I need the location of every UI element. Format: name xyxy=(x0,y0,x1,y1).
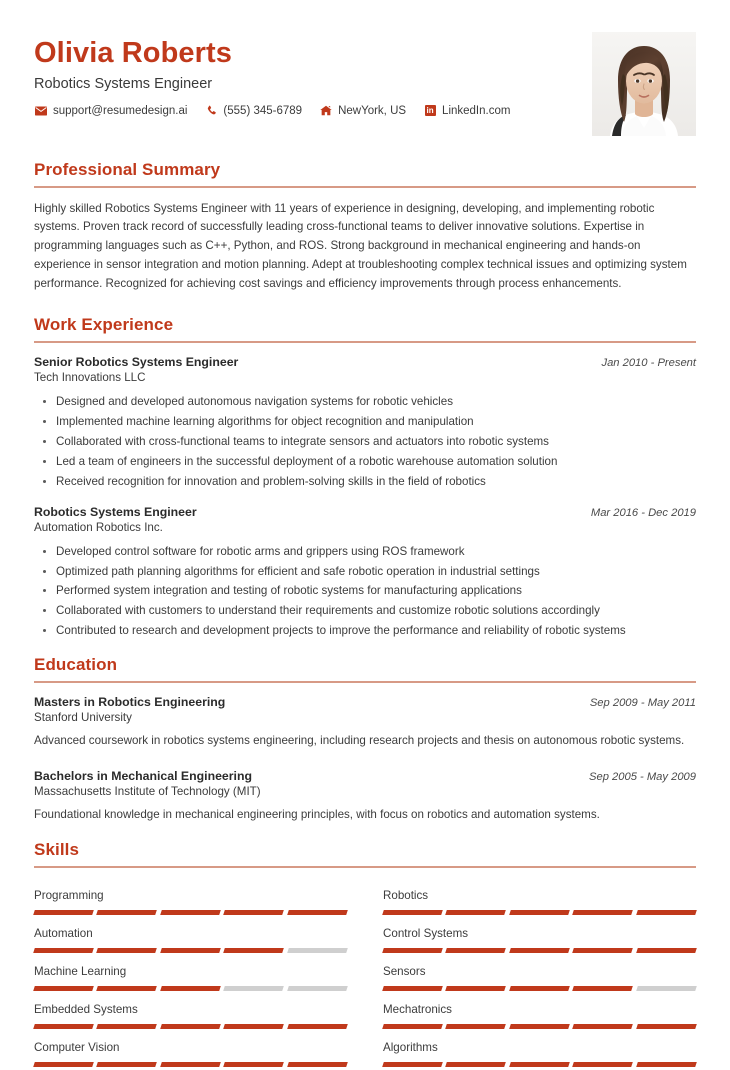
skill-level-segment xyxy=(97,948,158,953)
phone-icon xyxy=(204,104,218,117)
skill-level-segment xyxy=(572,1062,633,1067)
skill-level-segment xyxy=(223,1062,284,1067)
contact-email[interactable] xyxy=(34,104,187,117)
experience-entry xyxy=(34,505,696,642)
skill-level-segment xyxy=(509,1062,570,1067)
profile-photo-illustration xyxy=(592,32,696,136)
section-divider xyxy=(34,866,696,868)
header-text-block xyxy=(34,30,592,117)
degree-description: Foundational knowledge in mechanical engineering principles, with focus on robotics and automation systems. xyxy=(34,807,600,821)
avatar xyxy=(592,32,696,136)
experience-entry-header xyxy=(34,505,696,519)
contact-linkedin-label: LinkedIn.com xyxy=(442,104,511,117)
skill-label: Automation xyxy=(34,926,93,940)
skill-level-segment xyxy=(33,1062,94,1067)
degree-dates: Sep 2009 - May 2011 xyxy=(589,696,696,709)
skill-level-segment xyxy=(636,1024,697,1029)
skill-level-segment xyxy=(509,948,570,953)
skill-level-segment xyxy=(446,910,507,915)
skill-label: Computer Vision xyxy=(34,1040,120,1054)
skill-row xyxy=(383,956,696,994)
job-dates: Mar 2016 - Dec 2019 xyxy=(590,506,696,519)
candidate-title: Robotics Systems Engineer xyxy=(34,76,213,93)
skill-level-segment xyxy=(446,948,507,953)
skill-level-segment xyxy=(223,986,284,991)
section-heading-experience: Work Experience xyxy=(34,315,174,335)
skill-label: Sensors xyxy=(383,964,426,978)
skill-level-segment xyxy=(160,1024,221,1029)
skill-level-segment xyxy=(287,910,348,915)
skill-level-segment xyxy=(160,1062,221,1067)
skill-level-segment xyxy=(636,986,697,991)
skill-level-segment xyxy=(509,1024,570,1029)
list-item: Led a team of engineers in the successful deployment of a robotic warehouse automation solution xyxy=(34,452,696,472)
experience-entry-header xyxy=(34,355,696,369)
contact-location xyxy=(319,104,406,117)
list-item: Optimized path planning algorithms for efficient and safe robotic operation in industrial settings xyxy=(34,562,696,582)
skill-level-segment xyxy=(33,986,94,991)
contact-row xyxy=(34,104,592,117)
section-education xyxy=(34,655,696,824)
skill-level-bar xyxy=(383,948,696,953)
skill-level-bar xyxy=(383,910,696,915)
skill-level-segment xyxy=(636,910,697,915)
school-name: Stanford University xyxy=(34,710,132,724)
list-item: Contributed to research and development projects to improve the performance and reliability of robotic systems xyxy=(34,621,696,641)
job-bullet-list xyxy=(34,542,696,642)
skill-level-segment xyxy=(33,910,94,915)
list-item: Received recognition for innovation and problem-solving skills in the field of robotics xyxy=(34,472,696,492)
skill-level-segment xyxy=(572,910,633,915)
skill-level-bar xyxy=(383,1024,696,1029)
skill-level-segment xyxy=(572,948,633,953)
section-heading-education: Education xyxy=(34,655,118,675)
section-heading-summary: Professional Summary xyxy=(34,160,221,179)
skill-level-segment xyxy=(160,948,221,953)
skill-level-segment xyxy=(382,1024,443,1029)
skill-label: Robotics xyxy=(383,888,429,902)
skill-row xyxy=(383,880,696,918)
skill-level-segment xyxy=(287,1062,348,1067)
skill-level-segment xyxy=(509,910,570,915)
summary-paragraph: Highly skilled Robotics Systems Engineer with 11 years of experience in designing, developing, and implementing robotic systems. Proven track record of successfully leading cross-functional teams to deliver innovative solutions. Expertise in programming languages such as C++, Python, and ROS. Strong background in mechanical engineering and hands-on experience in sensor integration and motion planning. Adept at troubleshooting complex technical issues and optimizing system performance. Recognized for achieving cost savings and efficiency improvements through process enhancements. xyxy=(34,201,687,290)
job-dates: Jan 2010 - Present xyxy=(601,356,696,369)
skill-level-segment xyxy=(572,986,633,991)
company-name: Tech Innovations LLC xyxy=(34,370,146,384)
list-item: Implemented machine learning algorithms for object recognition and manipulation xyxy=(34,412,696,432)
education-entry-header xyxy=(34,769,696,783)
degree-title: Masters in Robotics Engineering xyxy=(34,694,226,709)
skill-row xyxy=(383,994,696,1032)
section-work-experience xyxy=(34,315,696,641)
job-title: Robotics Systems Engineer xyxy=(34,504,197,519)
job-title: Senior Robotics Systems Engineer xyxy=(34,354,239,369)
section-heading-skills: Skills xyxy=(34,840,80,860)
skill-level-bar xyxy=(34,910,347,915)
skill-level-segment xyxy=(382,986,443,991)
skill-label: Machine Learning xyxy=(34,964,127,978)
skill-level-segment xyxy=(287,1024,348,1029)
skill-level-segment xyxy=(97,910,158,915)
skill-level-segment xyxy=(97,1062,158,1067)
skill-label: Control Systems xyxy=(383,926,469,940)
skill-level-segment xyxy=(382,910,443,915)
degree-title: Bachelors in Mechanical Engineering xyxy=(34,768,252,783)
section-divider xyxy=(34,186,696,188)
skill-level-bar xyxy=(34,986,347,991)
experience-entry xyxy=(34,355,696,492)
skill-level-segment xyxy=(636,1062,697,1067)
skill-level-segment xyxy=(572,1024,633,1029)
skill-level-segment xyxy=(382,948,443,953)
education-entry-header xyxy=(34,695,696,709)
section-divider xyxy=(34,681,696,683)
section-skills xyxy=(34,840,696,1070)
skill-level-segment xyxy=(33,948,94,953)
list-item: Collaborated with customers to understand their requirements and customize robotic solutions accordingly xyxy=(34,601,696,621)
school-name: Massachusetts Institute of Technology (MIT) xyxy=(34,784,261,798)
skill-level-segment xyxy=(446,1024,507,1029)
skill-level-bar xyxy=(34,1024,347,1029)
skill-row xyxy=(34,1032,347,1070)
contact-location-label: NewYork, US xyxy=(338,104,407,117)
skill-level-segment xyxy=(33,1024,94,1029)
list-item: Performed system integration and testing of robotic systems for manufacturing applications xyxy=(34,581,696,601)
skill-row xyxy=(34,994,347,1032)
job-bullet-list xyxy=(34,392,696,492)
candidate-name: Olivia Roberts xyxy=(34,37,233,69)
section-divider xyxy=(34,341,696,343)
skill-level-bar xyxy=(383,1062,696,1067)
list-item: Collaborated with cross-functional teams to integrate sensors and actuators into robotic systems xyxy=(34,432,696,452)
skill-label: Programming xyxy=(34,888,104,902)
skill-level-segment xyxy=(509,986,570,991)
skill-row xyxy=(383,1032,696,1070)
list-item: Designed and developed autonomous navigation systems for robotic vehicles xyxy=(34,392,696,412)
skill-level-segment xyxy=(97,1024,158,1029)
skill-label: Algorithms xyxy=(383,1040,438,1054)
skills-grid xyxy=(34,880,696,1070)
skill-level-segment xyxy=(287,986,348,991)
skill-level-segment xyxy=(287,948,348,953)
resume-header xyxy=(34,30,696,136)
contact-phone-label: (555) 345-6789 xyxy=(223,104,303,117)
linkedin-icon: in xyxy=(426,105,434,115)
skill-row xyxy=(383,918,696,956)
skill-level-segment xyxy=(636,948,697,953)
skill-row xyxy=(34,880,347,918)
skill-level-segment xyxy=(97,986,158,991)
education-entry xyxy=(34,695,696,751)
home-icon xyxy=(319,104,333,117)
skill-level-segment xyxy=(446,1062,507,1067)
skill-level-bar xyxy=(34,1062,347,1067)
degree-dates: Sep 2005 - May 2009 xyxy=(589,770,696,783)
skill-level-bar xyxy=(383,986,696,991)
skill-level-bar xyxy=(34,948,347,953)
degree-description: Advanced coursework in robotics systems engineering, including research projects and thesis on autonomous robotic systems. xyxy=(34,733,685,747)
skill-level-segment xyxy=(160,910,221,915)
section-professional-summary xyxy=(34,160,696,293)
skill-level-segment xyxy=(382,1062,443,1067)
skill-label: Embedded Systems xyxy=(34,1002,138,1016)
contact-linkedin[interactable] xyxy=(423,104,510,117)
skill-label: Mechatronics xyxy=(383,1002,452,1016)
company-name: Automation Robotics Inc. xyxy=(34,520,163,534)
contact-phone[interactable] xyxy=(204,104,302,117)
contact-email-label: support@resumedesign.ai xyxy=(53,104,188,117)
skill-level-segment xyxy=(223,1024,284,1029)
envelope-icon xyxy=(34,104,48,117)
skill-level-segment xyxy=(223,910,284,915)
skill-row xyxy=(34,918,347,956)
skill-level-segment xyxy=(446,986,507,991)
list-item: Developed control software for robotic arms and grippers using ROS framework xyxy=(34,542,696,562)
education-entry xyxy=(34,769,696,825)
skill-row xyxy=(34,956,347,994)
skill-level-segment xyxy=(223,948,284,953)
skill-level-segment xyxy=(160,986,221,991)
